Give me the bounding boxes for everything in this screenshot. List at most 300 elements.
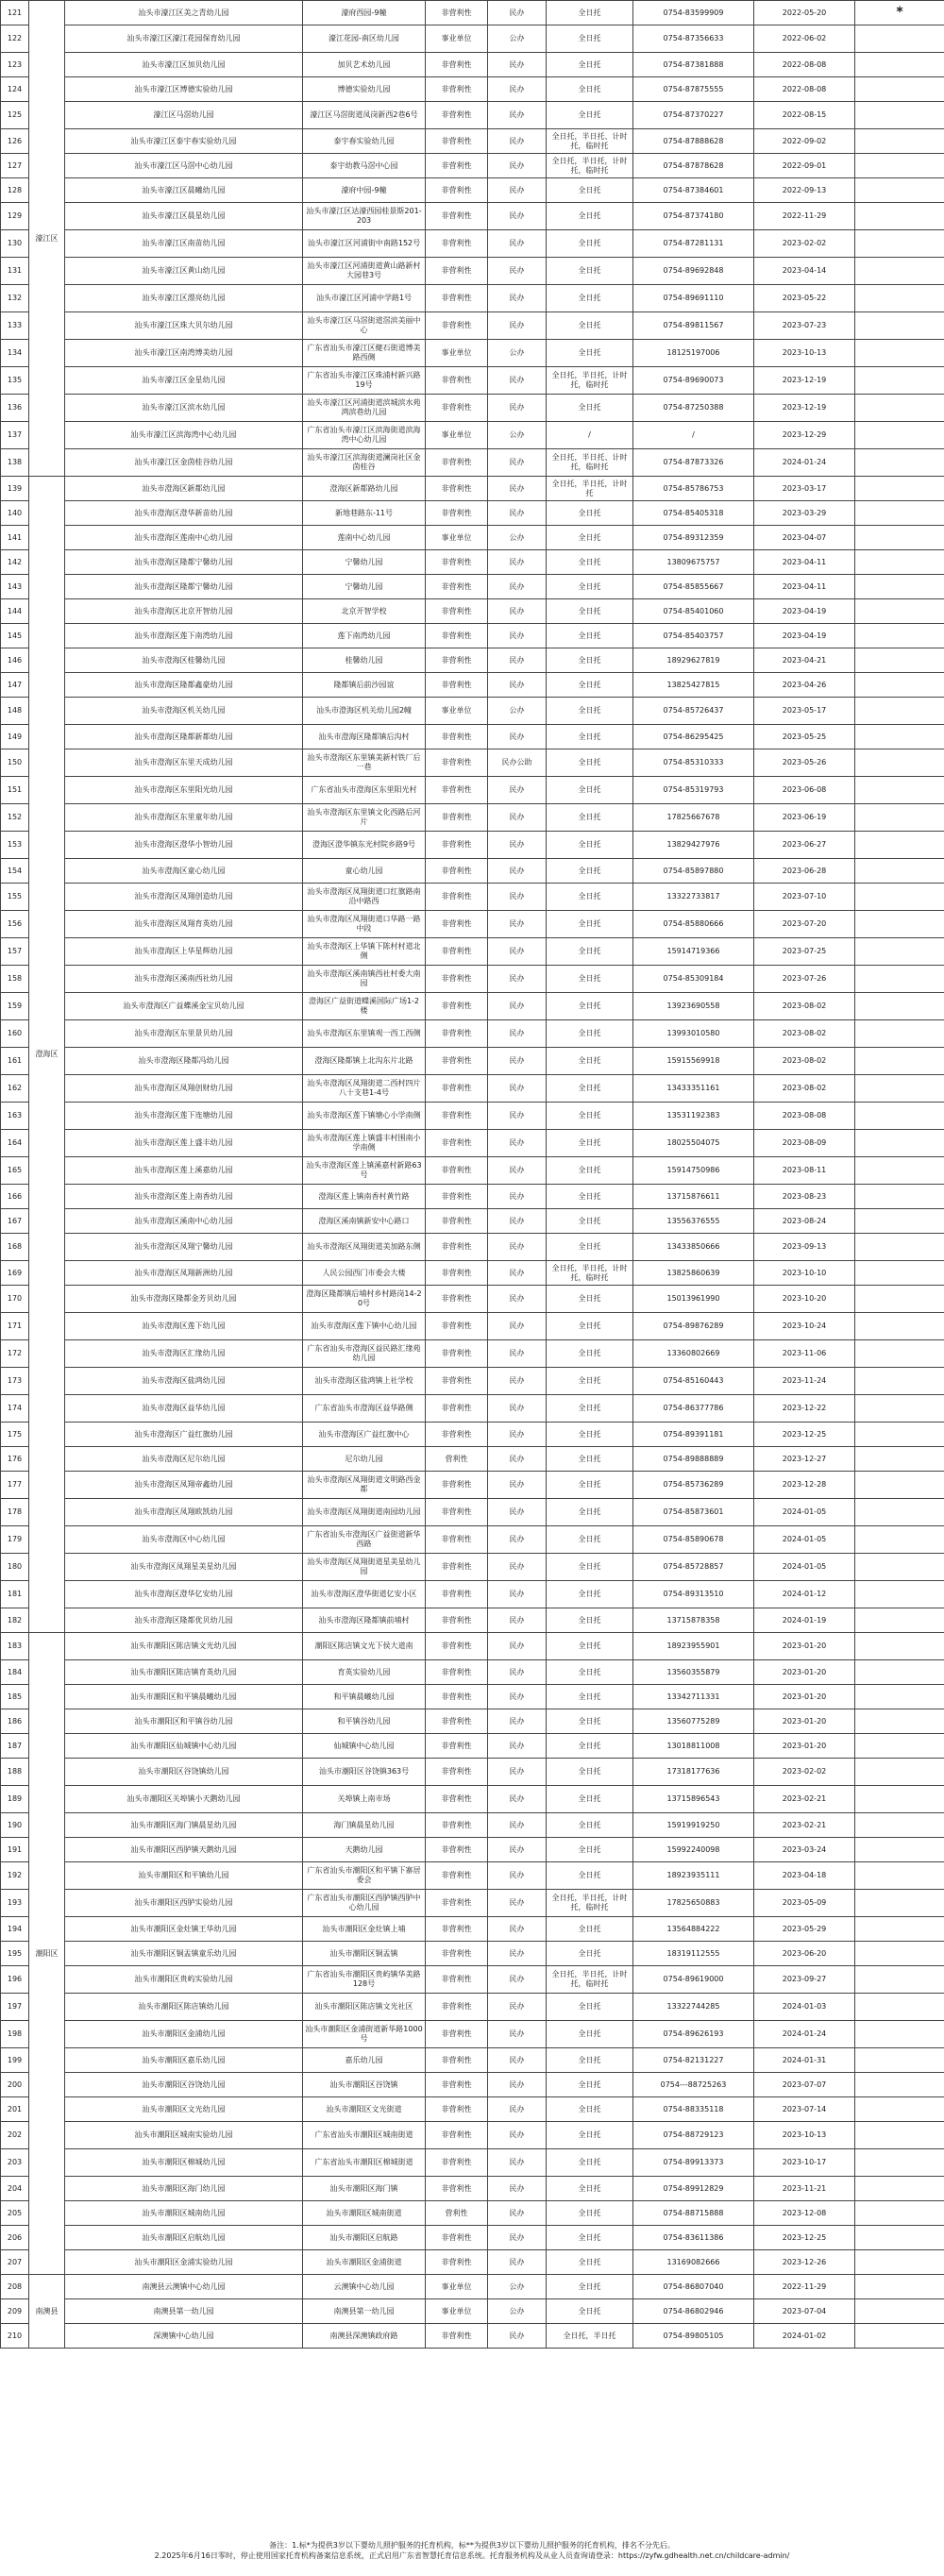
table-row [1,832,944,859]
cell-name: 汕头市潮阳区陈店镇文光幼儿园 [65,1633,303,1660]
cell-remark [855,340,944,367]
cell-date: 2023-05-22 [754,285,855,312]
cell-remark [855,1994,944,2021]
cell-type: 非营利性 [426,859,488,884]
cell-name: 汕头市澄海区凤翔宁馨幼儿园 [65,1234,303,1261]
cell-no: 189 [1,1786,29,1813]
cell-date: 2023-12-28 [754,1472,855,1499]
cell-address: 汕头市潮阳区陈店镇文光社区 [303,1994,426,2021]
cell-remark [855,1048,944,1075]
cell-no: 128 [1,178,29,203]
cell-service: 全日托，半日托，计时托，临时托 [547,1261,633,1286]
cell-name: 汕头市潮阳区谷饶幼儿园 [65,2073,303,2097]
cell-address: 濠府中园-9幢 [303,178,426,203]
table-row [1,1395,944,1423]
cell-address: 汕头市澄海区莲上镇溪嘉村新路63号 [303,1157,426,1185]
cell-phone: 0754-85401060 [633,599,754,624]
cell-name: 汕头市潮阳区嘉乐幼儿园 [65,2048,303,2073]
cell-type: 非营利性 [426,129,488,154]
cell-address: 广东省汕头市濠江区滨海街道滨海湾中心幼儿园 [303,422,426,449]
cell-name: 汕头市潮阳区启航幼儿园 [65,2226,303,2250]
cell-type: 非营利性 [426,1890,488,1917]
cell-nature: 民办 [488,1157,547,1185]
cell-service: 全日托，半日托，计时托，临时托 [547,154,633,178]
cell-nature: 民办 [488,1786,547,1813]
cell-service: 全日托 [547,526,633,550]
cell-phone: 0754-87878628 [633,154,754,178]
cell-no: 145 [1,624,29,648]
cell-nature: 民办 [488,1862,547,1890]
cell-nature: 民办 [488,1942,547,1966]
cell-remark [855,77,944,102]
cell-date: 2023-02-02 [754,1759,855,1786]
cell-service: 全日托 [547,1813,633,1838]
cell-type: 非营利性 [426,1261,488,1286]
cell-date: 2023-12-19 [754,395,855,422]
cell-no: 159 [1,993,29,1020]
cell-nature: 民办 [488,1526,547,1554]
cell-name: 汕头市濠江区南苗幼儿园 [65,230,303,258]
cell-date: 2023-09-13 [754,1234,855,1261]
cell-service: 全日托 [547,1075,633,1103]
cell-nature: 民办 [488,178,547,203]
cell-type: 非营利性 [426,1048,488,1075]
cell-type: 事业单位 [426,2275,488,2299]
cell-no: 160 [1,1020,29,1048]
cell-service: 全日托 [547,1234,633,1261]
cell-type: 非营利性 [426,2250,488,2275]
table-row [1,1048,944,1075]
cell-remark [855,1103,944,1130]
cell-type: 非营利性 [426,285,488,312]
cell-nature: 民办 [488,1966,547,1994]
cell-no: 140 [1,501,29,526]
cell-date: 2022-08-15 [754,102,855,129]
cell-no: 156 [1,911,29,938]
cell-name: 汕头市潮阳区金浦实验幼儿园 [65,2250,303,2275]
table-row [1,2250,944,2275]
cell-name: 汕头市濠江区金星幼儿园 [65,367,303,395]
cell-date: 2023-08-11 [754,1157,855,1185]
cell-service: 全日托，半日托，计时托，临时托 [547,1890,633,1917]
cell-date: 2024-01-12 [754,1581,855,1608]
cell-name: 汕头市潮阳区铜盂镇童乐幼儿园 [65,1942,303,1966]
cell-name: 汕头市澄海区隆都金芳贝幼儿园 [65,1286,303,1313]
cell-address: 汕头市濠江区河浦街中南路152号 [303,230,426,258]
cell-remark [855,2201,944,2226]
cell-no: 133 [1,312,29,340]
cell-remark [855,1423,944,1447]
cell-remark [855,1942,944,1966]
cell-remark [855,1917,944,1942]
cell-type: 非营利性 [426,258,488,285]
cell-name: 汕头市澄海区澄华亿安幼儿园 [65,1581,303,1608]
cell-name: 汕头市濠江区美之青幼儿园 [65,1,303,25]
cell-address: 汕头市澄海区凤翔街道南园幼儿园 [303,1499,426,1526]
cell-remark [855,2226,944,2250]
cell-type: 非营利性 [426,1234,488,1261]
cell-service: 全日托 [547,1103,633,1130]
cell-date: 2023-01-20 [754,1734,855,1759]
table-row [1,1368,944,1395]
cell-service: 全日托 [547,285,633,312]
cell-date: 2023-06-08 [754,777,855,804]
table-row [1,2201,944,2226]
cell-type: 非营利性 [426,1685,488,1709]
cell-name: 汕头市澄海区东里景贝幼儿园 [65,1020,303,1048]
cell-nature: 民办 [488,777,547,804]
cell-service: 全日托 [547,1685,633,1709]
cell-address: 和平镇晨曦幼儿园 [303,1685,426,1709]
cell-service: 全日托 [547,2299,633,2324]
cell-remark [855,312,944,340]
cell-no: 147 [1,673,29,698]
cell-phone: 13825860639 [633,1261,754,1286]
cell-address: 桂馨幼儿园 [303,648,426,673]
cell-no: 150 [1,749,29,777]
cell-service: 全日托 [547,2177,633,2201]
cell-type: 事业单位 [426,698,488,725]
cell-name: 汕头市澄海区凤翔星美星幼儿园 [65,1554,303,1581]
cell-nature: 民办 [488,859,547,884]
cell-name: 汕头市澄海区东里童年幼儿园 [65,804,303,832]
cell-date: 2023-08-08 [754,1103,855,1130]
cell-address: 宁馨幼儿园 [303,575,426,599]
cell-remark [855,1261,944,1286]
cell-no: 142 [1,550,29,575]
cell-no: 180 [1,1554,29,1581]
cell-phone: 0754-89888889 [633,1447,754,1472]
cell-service: 全日托 [547,2021,633,2048]
cell-remark [855,2021,944,2048]
cell-no: 153 [1,832,29,859]
district-cell: 南澳县 [29,2275,65,2349]
cell-no: 179 [1,1526,29,1554]
cell-date: 2022-08-08 [754,77,855,102]
cell-type: 非营利性 [426,477,488,501]
cell-address: 广东省汕头市潮阳区和平镇下寨居委会 [303,1862,426,1890]
cell-nature: 民办 [488,1368,547,1395]
table-row [1,312,944,340]
cell-service: 全日托 [547,1526,633,1554]
table-row [1,203,944,230]
cell-type: 非营利性 [426,1994,488,2021]
cell-service: 全日托 [547,2149,633,2177]
cell-remark [855,2299,944,2324]
cell-name: 汕头市澄海区广益蝶溪金宝贝幼儿园 [65,993,303,1020]
cell-address: 汕头市澄海区莲下镇塘心小学南侧 [303,1103,426,1130]
table-row [1,1526,944,1554]
cell-phone: 17318177636 [633,1759,754,1786]
cell-phone: 13322733817 [633,884,754,911]
cell-service: 全日托，半日托，计时托，临时托 [547,367,633,395]
cell-service: 全日托 [547,673,633,698]
cell-no: 123 [1,53,29,77]
cell-phone: 13531192383 [633,1103,754,1130]
cell-address: 汕头市濠江区河浦街道黄山路新村大园巷3号 [303,258,426,285]
cell-type: 非营利性 [426,648,488,673]
cell-no: 168 [1,1234,29,1261]
cell-name: 汕头市澄海区溪南西社幼儿园 [65,966,303,993]
cell-nature: 民办公助 [488,749,547,777]
cell-type: 非营利性 [426,1786,488,1813]
cell-phone: 0754-87888628 [633,129,754,154]
cell-phone: 13169082666 [633,2250,754,2275]
cell-phone: 0754-88715888 [633,2201,754,2226]
cell-date: 2023-10-24 [754,1313,855,1340]
cell-address: 汕头市潮阳区城南街道 [303,2201,426,2226]
cell-nature: 民办 [488,1395,547,1423]
cell-address: 嘉乐幼儿园 [303,2048,426,2073]
cell-name: 汕头市澄海区隆都宁馨幼儿园 [65,575,303,599]
cell-type: 非营利性 [426,624,488,648]
cell-remark [855,1554,944,1581]
cell-type: 非营利性 [426,1862,488,1890]
cell-date: 2023-08-02 [754,1020,855,1048]
cell-name: 汕头市澄海区澄华新苗幼儿园 [65,501,303,526]
cell-date: 2023-11-06 [754,1340,855,1368]
cell-remark [855,1862,944,1890]
cell-remark [855,804,944,832]
cell-address: 濠江花园-南区幼儿园 [303,25,426,53]
cell-address: 广东省汕头市澄海区广益街道新华西路 [303,1526,426,1554]
cell-service: 全日托 [547,395,633,422]
cell-phone: 0754-85855667 [633,575,754,599]
cell-type: 事业单位 [426,526,488,550]
cell-no: 152 [1,804,29,832]
cell-no: 182 [1,1608,29,1633]
cell-phone: 0754-85160443 [633,1368,754,1395]
cell-type: 非营利性 [426,1130,488,1157]
cell-address: 汕头市潮阳区文光街道 [303,2097,426,2122]
cell-service: 全日托 [547,725,633,749]
cell-type: 非营利性 [426,501,488,526]
cell-service: 全日托 [547,2097,633,2122]
cell-remark [855,777,944,804]
cell-phone: 0754-87250388 [633,395,754,422]
cell-no: 176 [1,1447,29,1472]
cell-address: 汕头市澄海区东里镇美新村铁厂后一巷 [303,749,426,777]
cell-nature: 民办 [488,725,547,749]
cell-phone: 0754-89876289 [633,1313,754,1340]
cell-phone: 0754-85310333 [633,749,754,777]
table-row [1,395,944,422]
cell-name: 汕头市澄海区莲上溪嘉幼儿园 [65,1157,303,1185]
cell-service: 全日托，半日托，计时托，临时托 [547,1966,633,1994]
cell-phone: 13322744285 [633,1994,754,2021]
cell-no: 190 [1,1813,29,1838]
cell-type: 非营利性 [426,1709,488,1734]
cell-service: 全日托 [547,1786,633,1813]
cell-no: 149 [1,725,29,749]
cell-name: 汕头市澄海区莲上盛丰幼儿园 [65,1130,303,1157]
cell-no: 178 [1,1499,29,1526]
cell-address: 尼尔幼儿园 [303,1447,426,1472]
cell-remark [855,1,944,25]
cell-date: 2023-12-27 [754,1447,855,1472]
cell-service: 全日托 [547,777,633,804]
cell-phone: 15914750986 [633,1157,754,1185]
cell-type: 非营利性 [426,777,488,804]
cell-name: 汕头市潮阳区文光幼儿园 [65,2097,303,2122]
cell-name: 汕头市潮阳区仙城镇中心幼儿园 [65,1734,303,1759]
cell-type: 营利性 [426,1447,488,1472]
cell-name: 汕头市澄海区汇缘幼儿园 [65,1340,303,1368]
cell-name: 汕头市澄海区中心幼儿园 [65,1526,303,1554]
cell-date: 2023-05-17 [754,698,855,725]
cell-address: 汕头市濠江区河浦中学路1号 [303,285,426,312]
cell-type: 非营利性 [426,1313,488,1340]
cell-no: 185 [1,1685,29,1709]
cell-phone: 0754-85403757 [633,624,754,648]
cell-address: 广东省汕头市潮阳区西胪镇西胪中心幼儿园 [303,1890,426,1917]
table-row [1,501,944,526]
cell-type: 非营利性 [426,1209,488,1234]
table-row [1,1472,944,1499]
cell-remark [855,725,944,749]
cell-nature: 民办 [488,312,547,340]
cell-phone: 13360802669 [633,1340,754,1368]
cell-address: 汕头市潮阳区启航路 [303,2226,426,2250]
table-row [1,1261,944,1286]
cell-no: 202 [1,2122,29,2149]
cell-address: 汕头市澄海区莲上镇盛丰村围南小学南侧 [303,1130,426,1157]
cell-phone: 0754-87381888 [633,53,754,77]
cell-no: 166 [1,1185,29,1209]
cell-phone: 0754-85890678 [633,1526,754,1554]
cell-no: 210 [1,2324,29,2349]
table-row [1,449,944,477]
cell-nature: 民办 [488,1660,547,1685]
cell-remark [855,550,944,575]
cell-service: 全日托 [547,2122,633,2149]
cell-name: 汕头市潮阳区金浦幼儿园 [65,2021,303,2048]
cell-address: 澄海区隆都镇上北沟东片北路 [303,1048,426,1075]
cell-service: 全日托 [547,599,633,624]
cell-remark [855,2048,944,2073]
cell-service: 全日托，半日托 [547,2324,633,2349]
cell-no: 122 [1,25,29,53]
cell-nature: 民办 [488,884,547,911]
cell-name: 汕头市澄海区新都幼儿园 [65,477,303,501]
cell-date: 2024-01-19 [754,1608,855,1633]
cell-remark [855,1890,944,1917]
cell-date: 2024-01-02 [754,2324,855,2349]
cell-type: 非营利性 [426,1103,488,1130]
cell-date: 2024-01-24 [754,449,855,477]
cell-nature: 民办 [488,449,547,477]
cell-name: 汕头市濠江区晨星幼儿园 [65,203,303,230]
cell-date: 2022-09-13 [754,178,855,203]
cell-phone: 13018811008 [633,1734,754,1759]
cell-date: 2024-01-05 [754,1499,855,1526]
cell-date: 2022-11-29 [754,203,855,230]
cell-service: 全日托 [547,2048,633,2073]
cell-service: 全日托 [547,1447,633,1472]
cell-address: 汕头市澄海区机关幼儿园2幢 [303,698,426,725]
cell-address: 汕头市潮阳区海门镇 [303,2177,426,2201]
cell-date: 2023-11-21 [754,2177,855,2201]
cell-phone: 0754-85897880 [633,859,754,884]
cell-address: 汕头市澄海区凤翔街道美加路东侧 [303,1234,426,1261]
cell-address: 莲下南湾幼儿园 [303,624,426,648]
table-row [1,938,944,966]
cell-nature: 民办 [488,2021,547,2048]
cell-service: 全日托 [547,1209,633,1234]
cell-service: 全日托，半日托、计时托，临时托 [547,129,633,154]
cell-date: 2023-07-25 [754,938,855,966]
cell-no: 158 [1,966,29,993]
cell-remark [855,1608,944,1633]
cell-remark [855,2149,944,2177]
cell-remark [855,884,944,911]
cell-date: 2023-12-22 [754,1395,855,1423]
cell-remark [855,911,944,938]
cell-name: 汕头市澄海区溪南中心幼儿园 [65,1209,303,1234]
cell-no: 187 [1,1734,29,1759]
cell-name: 汕头市濠江区濠江花园保育幼儿园 [65,25,303,53]
cell-no: 208 [1,2275,29,2299]
cell-nature: 民办 [488,832,547,859]
cell-remark [855,1685,944,1709]
cell-service: 全日托 [547,1368,633,1395]
table-row [1,1813,944,1838]
cell-address: 仙城镇中心幼儿园 [303,1734,426,1759]
cell-nature: 民办 [488,1685,547,1709]
cell-no: 188 [1,1759,29,1786]
cell-nature: 民办 [488,1209,547,1234]
table-row [1,1942,944,1966]
cell-remark [855,178,944,203]
cell-address: 广东省汕头市澄海区益民路汇缘苑幼儿园 [303,1340,426,1368]
cell-type: 非营利性 [426,2097,488,2122]
cell-remark [855,993,944,1020]
cell-name: 汕头市濠江区黄山幼儿园 [65,258,303,285]
cell-address: 汕头市澄海区凤翔街道星美星幼儿园 [303,1554,426,1581]
cell-name: 汕头市澄海区盐鸿幼儿园 [65,1368,303,1395]
cell-remark [855,1472,944,1499]
cell-phone: 13923690558 [633,993,754,1020]
cell-address: 汕头市澄海区澄华街道亿安小区 [303,1581,426,1608]
cell-type: 非营利性 [426,1942,488,1966]
cell-no: 127 [1,154,29,178]
cell-service: 全日托 [547,1157,633,1185]
cell-address: 澄海区隆都镇后埔村乡村路岗14-20号 [303,1286,426,1313]
table-row [1,1862,944,1890]
cell-no: 183 [1,1633,29,1660]
cell-nature: 民办 [488,53,547,77]
cell-type: 非营利性 [426,367,488,395]
cell-remark [855,154,944,178]
cell-phone: 0754-86377786 [633,1395,754,1423]
cell-date: 2023-05-29 [754,1917,855,1942]
cell-address: 汕头市澄海区凤翔街道二西村四片八十支巷1-4号 [303,1075,426,1103]
cell-name: 汕头市澄海区北京开智幼儿园 [65,599,303,624]
cell-service: 全日托 [547,340,633,367]
cell-no: 138 [1,449,29,477]
cell-address: 关埠镇上南市场 [303,1786,426,1813]
cell-name: 汕头市潮阳区陈店镇幼儿园 [65,1994,303,2021]
district-cell: 潮阳区 [29,1633,65,2275]
cell-phone: 0754-89811567 [633,312,754,340]
cell-phone: 15992240098 [633,1838,754,1862]
cell-type: 非营利性 [426,599,488,624]
cell-service: 全日托 [547,1917,633,1942]
cell-date: 2023-08-23 [754,1185,855,1209]
cell-no: 132 [1,285,29,312]
cell-type: 非营利性 [426,2048,488,2073]
cell-address: 广东省汕头市澄海区益华路侧 [303,1395,426,1423]
